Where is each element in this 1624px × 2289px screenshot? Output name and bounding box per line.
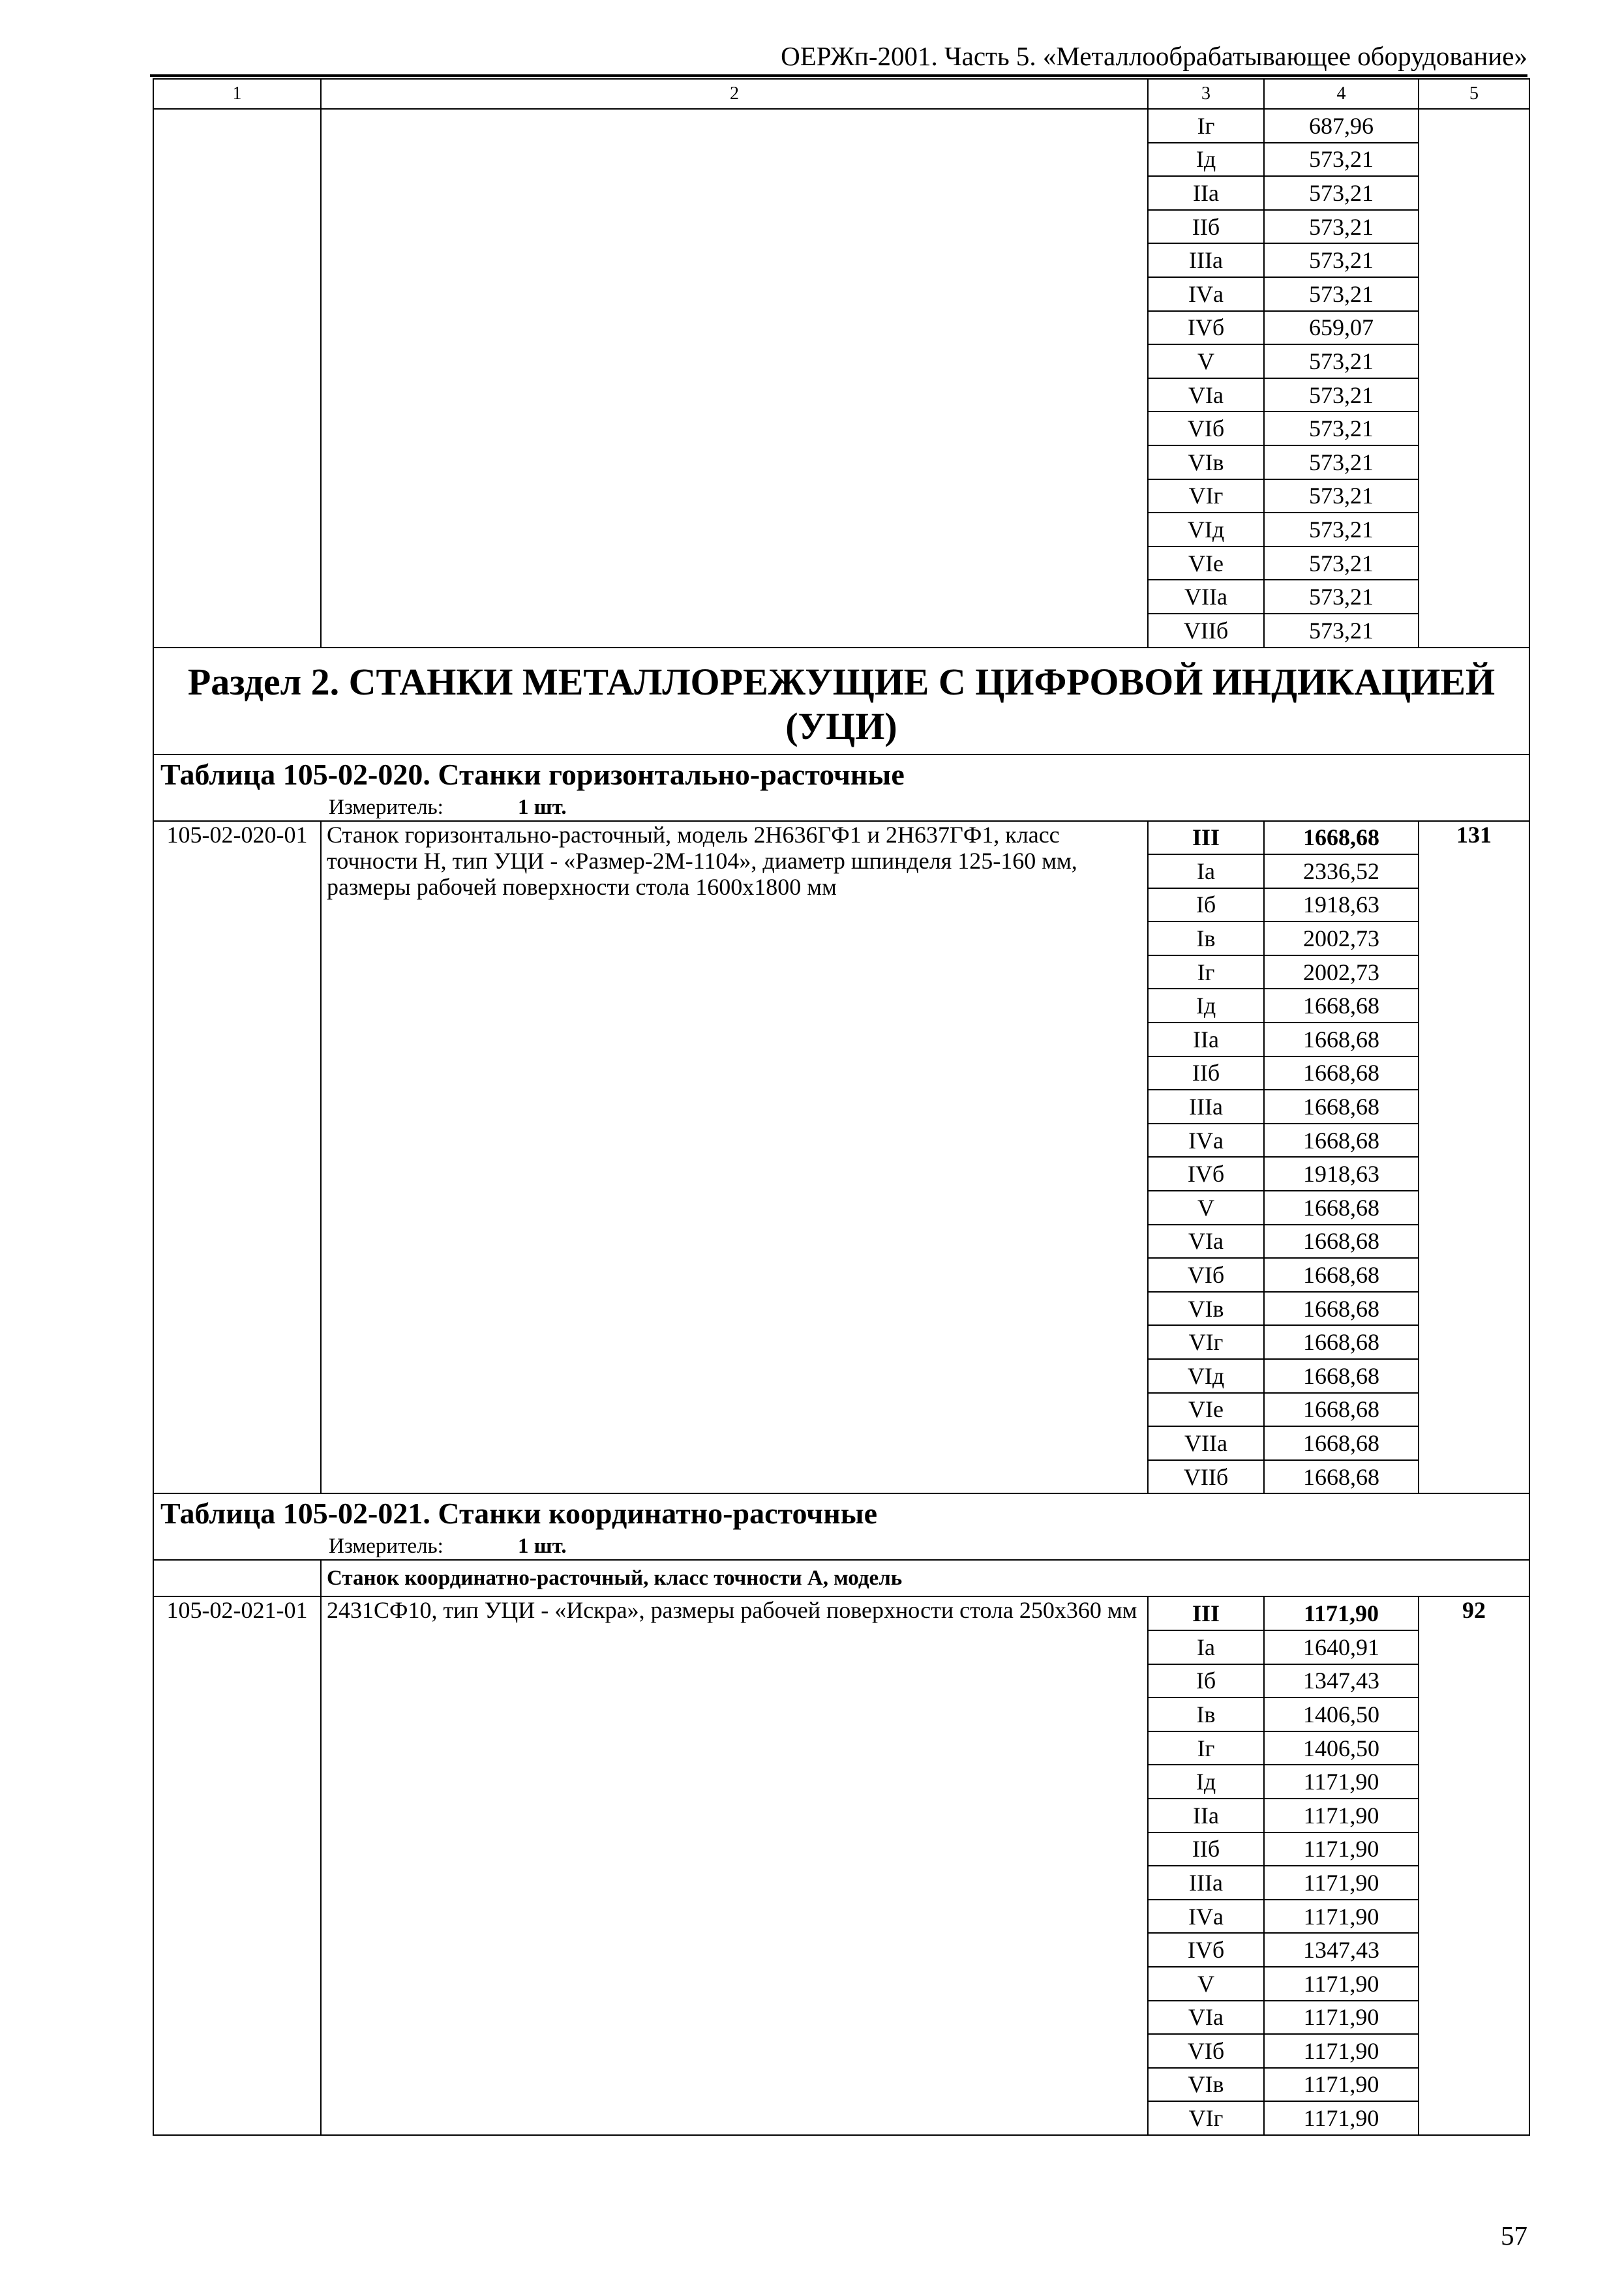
price-cell: 2002,73	[1264, 921, 1419, 955]
price-cell: 1171,90	[1264, 1967, 1419, 2001]
zone-cell: Iа	[1148, 854, 1264, 888]
zone-cell: Iд	[1148, 989, 1264, 1023]
price-cell: 1347,43	[1264, 1664, 1419, 1698]
price-cell: 1171,90	[1264, 1866, 1419, 1900]
price-cell: 1406,50	[1264, 1731, 1419, 1765]
zone-cell: IIIа	[1148, 243, 1264, 277]
zone-cell: VIб	[1148, 411, 1264, 445]
price-cell: 573,21	[1264, 210, 1419, 244]
measure-row	[153, 1533, 1529, 1560]
zone-cell: IVа	[1148, 1900, 1264, 1934]
price-cell: 1171,90	[1264, 1799, 1419, 1833]
zone-cell: IIа	[1148, 1799, 1264, 1833]
price-cell: 1918,63	[1264, 1157, 1419, 1191]
zone-cell: IVб	[1148, 1157, 1264, 1191]
measure-row	[153, 794, 1529, 821]
price-cell: 1668,68	[1264, 1090, 1419, 1124]
zone-cell: IIа	[1148, 1023, 1264, 1056]
section-title: Раздел 2. СТАНКИ МЕТАЛЛОРЕЖУЩИЕ С ЦИФРОВОЙ ИНДИКАЦИЕЙ (УЦИ)	[153, 648, 1529, 755]
price-cell: 2002,73	[1264, 955, 1419, 989]
zone-cell: IIб	[1148, 1833, 1264, 1866]
measure-cell	[153, 1533, 1529, 1560]
zone-cell: VIе	[1148, 1393, 1264, 1427]
price-cell: 1668,68	[1264, 1292, 1419, 1326]
zone-cell: III	[1148, 1596, 1264, 1630]
price-cell: 573,21	[1264, 176, 1419, 210]
zone-cell: IIб	[1148, 1056, 1264, 1090]
zone-cell: VIIа	[1148, 1426, 1264, 1460]
price-cell: 1171,90	[1264, 1900, 1419, 1934]
price-cell: 1668,68	[1264, 1258, 1419, 1292]
zone-cell: IVа	[1148, 1124, 1264, 1158]
col5-cell	[1419, 109, 1529, 648]
zone-cell: VIв	[1148, 445, 1264, 479]
price-cell: 1406,50	[1264, 1698, 1419, 1731]
description-cell: Станок горизонтально-расточный, модель 2Н636ГФ1 и 2Н637ГФ1, класс точности Н, тип УЦИ - «Размер-2М-1104», диаметр шпинделя 125-160 мм, размеры рабочей поверхности стола 1600х1800 мм	[321, 821, 1148, 1494]
zone-cell: Iд	[1148, 1765, 1264, 1799]
price-cell: 1171,90	[1264, 1765, 1419, 1799]
price-cell: 573,21	[1264, 479, 1419, 513]
price-cell: 1668,68	[1264, 1359, 1419, 1393]
group-code-cell	[153, 1560, 321, 1596]
column-number: 3	[1148, 79, 1264, 109]
price-cell: 1171,90	[1264, 2068, 1419, 2102]
column-number: 5	[1419, 79, 1529, 109]
price-cell: 1171,90	[1264, 2034, 1419, 2068]
zone-cell: IIIа	[1148, 1090, 1264, 1124]
code-cell: 105-02-020-01	[153, 821, 321, 1494]
zone-cell: VIа	[1148, 378, 1264, 412]
zone-cell: V	[1148, 1967, 1264, 2001]
price-cell: 1668,68	[1264, 821, 1419, 855]
price-cell: 573,21	[1264, 411, 1419, 445]
group-label: Станок координатно-расточный, класс точности А, модель	[321, 1560, 1529, 1596]
zone-cell: Iв	[1148, 921, 1264, 955]
zone-cell: IIIа	[1148, 1866, 1264, 1900]
price-cell: 687,96	[1264, 109, 1419, 143]
zone-cell: Iг	[1148, 1731, 1264, 1765]
zone-cell: VIIб	[1148, 614, 1264, 648]
col5-cell: 92	[1419, 1596, 1529, 2135]
column-number-row	[153, 79, 1529, 109]
zone-cell: VIв	[1148, 1292, 1264, 1326]
zone-cell: VIв	[1148, 2068, 1264, 2102]
price-cell: 1668,68	[1264, 1426, 1419, 1460]
price-table	[153, 78, 1530, 2136]
col5-cell: 131	[1419, 821, 1529, 1494]
zone-cell: VIб	[1148, 1258, 1264, 1292]
zone-cell: VIг	[1148, 2101, 1264, 2135]
price-table-body	[153, 79, 1529, 2135]
zone-cell: IVб	[1148, 1933, 1264, 1967]
group-row	[153, 1560, 1529, 1596]
zone-cell: Iг	[1148, 955, 1264, 989]
zone-cell: Iг	[1148, 109, 1264, 143]
zone-cell: Iа	[1148, 1630, 1264, 1664]
zone-cell: III	[1148, 821, 1264, 855]
zone-cell: VIа	[1148, 1225, 1264, 1259]
zone-cell: Iв	[1148, 1698, 1264, 1731]
zone-cell: VIа	[1148, 2001, 1264, 2035]
price-cell: 1668,68	[1264, 1191, 1419, 1225]
price-cell: 573,21	[1264, 378, 1419, 412]
column-number: 1	[153, 79, 321, 109]
column-number: 2	[321, 79, 1148, 109]
price-cell: 573,21	[1264, 513, 1419, 546]
price-cell: 573,21	[1264, 277, 1419, 311]
table-title-row	[153, 1493, 1529, 1533]
price-cell: 1668,68	[1264, 989, 1419, 1023]
table-title: Таблица 105-02-020. Станки горизонтально-расточные	[153, 755, 1529, 794]
price-cell: 573,21	[1264, 614, 1419, 648]
price-cell: 1171,90	[1264, 1596, 1419, 1630]
zone-cell: IIб	[1148, 210, 1264, 244]
price-cell: 1668,68	[1264, 1023, 1419, 1056]
page-header: ОЕРЖп-2001. Часть 5. «Металлообрабатывающее оборудование»	[150, 38, 1527, 77]
price-cell: 1171,90	[1264, 2001, 1419, 2035]
price-cell: 2336,52	[1264, 854, 1419, 888]
price-cell: 573,21	[1264, 143, 1419, 177]
price-cell: 1171,90	[1264, 2101, 1419, 2135]
column-number: 4	[1264, 79, 1419, 109]
description-cell: 2431СФ10, тип УЦИ - «Искра», размеры рабочей поверхности стола 250х360 мм	[321, 1596, 1148, 2135]
price-cell: 573,21	[1264, 580, 1419, 614]
zone-cell: VIд	[1148, 513, 1264, 546]
price-cell: 573,21	[1264, 243, 1419, 277]
page-number: 57	[1501, 2221, 1527, 2251]
table-title-row	[153, 755, 1529, 794]
section-row	[153, 648, 1529, 755]
price-cell: 1347,43	[1264, 1933, 1419, 1967]
price-cell: 573,21	[1264, 546, 1419, 580]
zone-cell: VIг	[1148, 1325, 1264, 1359]
measure-value: 1 шт.	[518, 795, 567, 819]
price-cell: 1668,68	[1264, 1460, 1419, 1494]
price-cell: 659,07	[1264, 311, 1419, 345]
price-cell: 1668,68	[1264, 1124, 1419, 1158]
zone-cell: IVа	[1148, 277, 1264, 311]
zone-cell: V	[1148, 1191, 1264, 1225]
price-cell: 1640,91	[1264, 1630, 1419, 1664]
price-cell: 1668,68	[1264, 1325, 1419, 1359]
price-cell: 1668,68	[1264, 1225, 1419, 1259]
zone-cell: VIб	[1148, 2034, 1264, 2068]
price-row	[153, 1596, 1529, 1630]
code-cell: 105-02-021-01	[153, 1596, 321, 2135]
zone-cell: IIа	[1148, 176, 1264, 210]
zone-cell: Iб	[1148, 888, 1264, 922]
price-cell: 1171,90	[1264, 1833, 1419, 1866]
measure-value: 1 шт.	[518, 1534, 567, 1559]
measure-label: Измеритель:	[329, 795, 444, 819]
price-cell: 573,21	[1264, 344, 1419, 378]
measure-label: Измеритель:	[329, 1534, 444, 1559]
price-row	[153, 821, 1529, 855]
table-title: Таблица 105-02-021. Станки координатно-расточные	[153, 1493, 1529, 1533]
zone-cell: VIIб	[1148, 1460, 1264, 1494]
price-cell: 1668,68	[1264, 1393, 1419, 1427]
price-cell: 1918,63	[1264, 888, 1419, 922]
code-cell	[153, 109, 321, 648]
price-cell: 1668,68	[1264, 1056, 1419, 1090]
zone-cell: IVб	[1148, 311, 1264, 345]
zone-cell: VIг	[1148, 479, 1264, 513]
zone-cell: V	[1148, 344, 1264, 378]
zone-cell: Iб	[1148, 1664, 1264, 1698]
price-row	[153, 109, 1529, 143]
zone-cell: Iд	[1148, 143, 1264, 177]
zone-cell: VIд	[1148, 1359, 1264, 1393]
zone-cell: VIIа	[1148, 580, 1264, 614]
description-cell	[321, 109, 1148, 648]
price-cell: 573,21	[1264, 445, 1419, 479]
measure-cell	[153, 794, 1529, 821]
zone-cell: VIе	[1148, 546, 1264, 580]
